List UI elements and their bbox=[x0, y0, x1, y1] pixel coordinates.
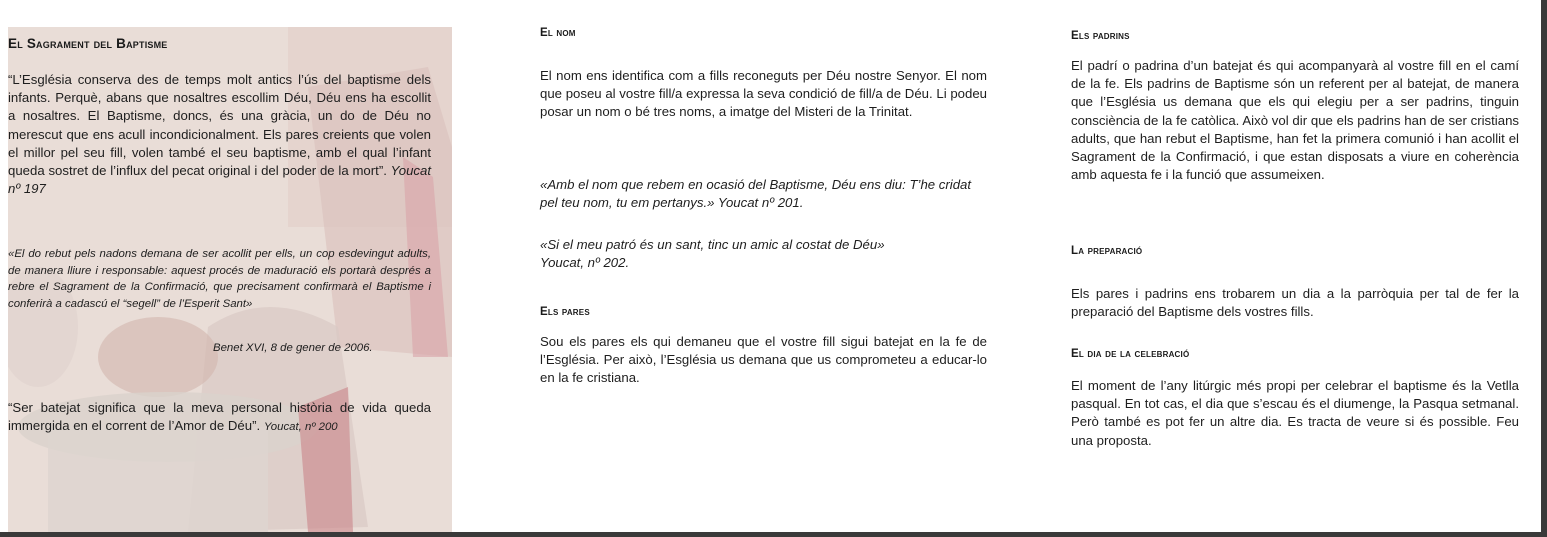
quote-signature: Benet XVI, 8 de gener de 2006. bbox=[213, 342, 373, 355]
reference: Youcat, nº 200 bbox=[263, 421, 338, 434]
name-quote-2: «Si el meu patró és un sant, tinc un amic al costat de Déu» Youcat, nº 202. bbox=[540, 237, 885, 271]
section-title: El Sagrament del Baptisme bbox=[8, 36, 168, 51]
heading-parents: Els pares bbox=[540, 306, 590, 318]
benedict-quote: «El do rebut pels nadons demana de ser acollit per ells, un cop esdevingut adults, de manera lliure i responsable: aquest procés de maduració els portarà després a rebre el Sagrament de la Confirmació, que precisament confirmarà el Baptisme i conferirà a cadascú el “segell” de l’Esperit Sant» bbox=[8, 248, 431, 310]
heading-preparation: La preparació bbox=[1071, 245, 1143, 257]
heading-godparents: Els padrins bbox=[1071, 30, 1130, 42]
heading-name: El nom bbox=[540, 27, 576, 39]
reference: Youcat nº 197 bbox=[8, 163, 431, 197]
viewer-border-right bbox=[1541, 0, 1547, 537]
parents-paragraph: Sou els pares els qui demaneu que el vostre fill sigui batejat en la fe de l’Església. Per això, l’Església us demana que us comprometeu a educar-lo en la fe cristiana. bbox=[540, 334, 987, 386]
heading-celebration-day: El dia de la celebració bbox=[1071, 348, 1190, 360]
left-panel-content bbox=[8, 27, 452, 532]
closing-paragraph: “Ser batejat significa que la meva personal història de vida queda immergida en el corrent de l’Amor de Déu”. Youcat, nº 200 bbox=[8, 400, 431, 434]
intro-paragraph: “L’Església conserva des de temps molt antics l’ús del baptisme dels infants. Perquè, abans que nosaltres escollim Déu, Déu ens ha escollit a nosaltres. El Baptisme, doncs, és una gràcia, un do de Déu no merescut que ens acull incondicionalment. Els pares creients que volen el millor pel seu fill, volen també el seu baptisme, amb el qual l’infant queda sostret de l’influx del pecat original i del poder de la mort”. Youcat nº 197 bbox=[8, 72, 431, 197]
left-photo-panel bbox=[8, 27, 452, 532]
viewer-border-bottom bbox=[0, 532, 1547, 537]
godparents-paragraph: El padrí o padrina d’un batejat és qui acompanyarà al vostre fill en el camí de la fe. Els padrins de Baptisme són un referent per al batejat, de manera que l’Església us demana que els qui elegiu per a ser padrins, tinguin consciència de la fe catòlica. Això vol dir que els padrins han de ser cristians adults, que han rebut el Baptisme, han fet la primera comunió i han acollit el Sagrament de la Confirmació, i que estan disposats a viure en coherència amb aquesta fe i la funció que assumeixen. bbox=[1071, 58, 1519, 183]
celebration-paragraph: El moment de l’any litúrgic més propi per celebrar el baptisme és la Vetlla pasqual. En tot cas, el dia que s’escau és el diumenge, la Pasqua setmanal. Però també es pot fer un altre dia. Es tracta de veure si és possible. Feu una proposta. bbox=[1071, 378, 1519, 448]
preparation-paragraph: Els pares i padrins ens trobarem un dia a la parròquia per tal de fer la preparació del Baptisme dels vostres fills. bbox=[1071, 286, 1519, 320]
name-quote-1: «Amb el nom que rebem en ocasió del Baptisme, Déu ens diu: T’he cridat pel teu nom, tu em pertanys.» Youcat nº 201. bbox=[540, 177, 972, 211]
name-paragraph: El nom ens identifica com a fills reconeguts per Déu nostre Senyor. El nom que poseu al vostre fill/a expressa la seva condició de fill/a de Déu. Li podeu posar un nom o bé tres noms, a imatge del Misteri de la Trinitat. bbox=[540, 68, 987, 120]
